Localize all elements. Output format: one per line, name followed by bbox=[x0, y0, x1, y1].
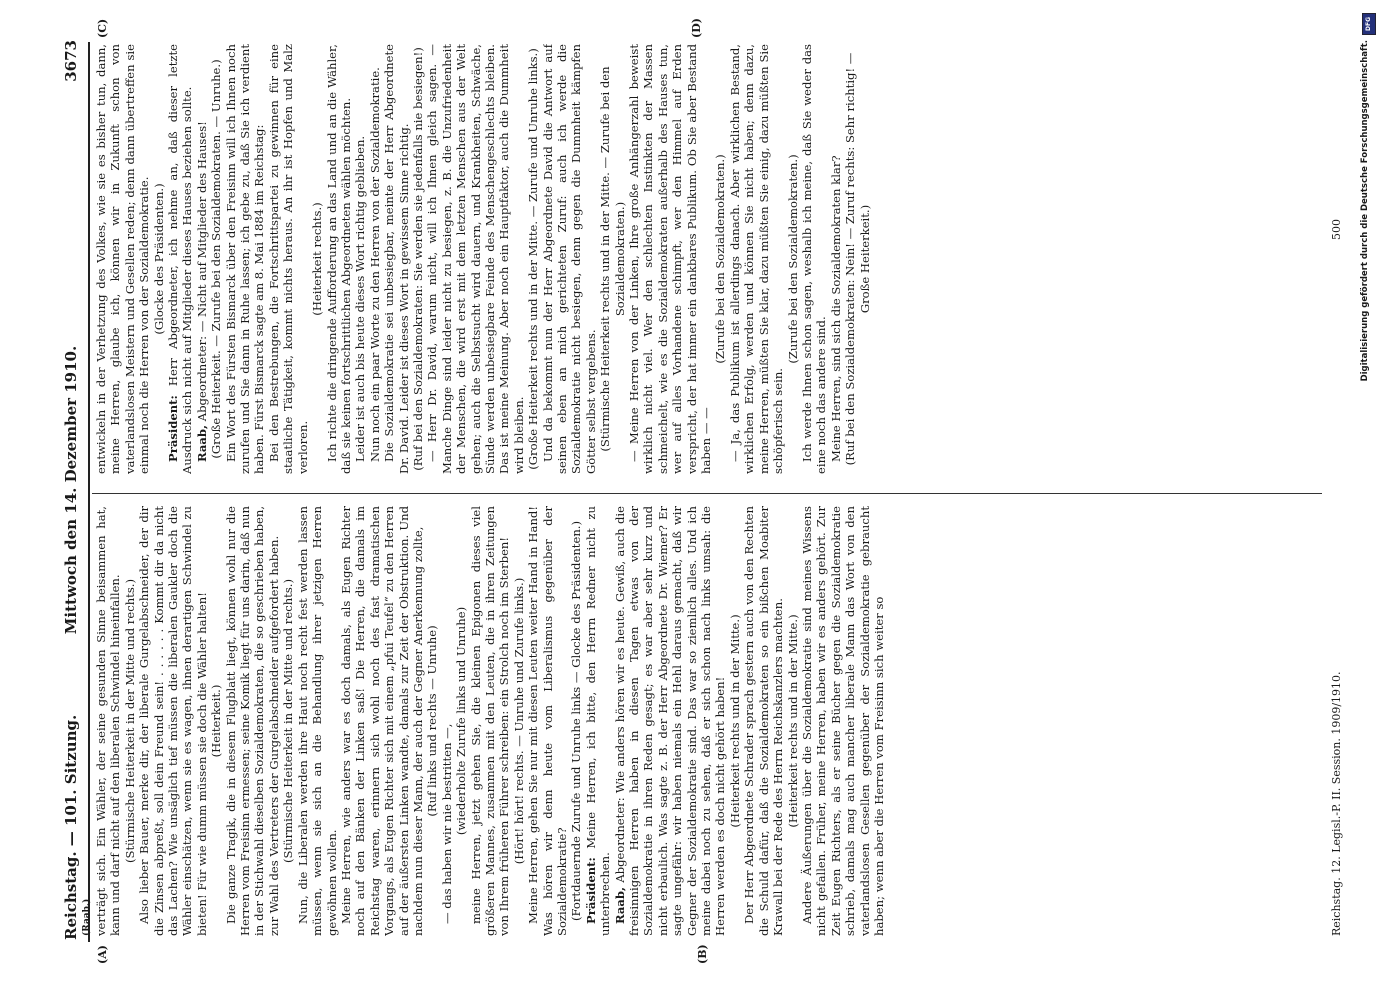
speech-paragraph: Präsident: Herr Abgeordneter, ich nehme an, daß dieser letzte Ausdruck sich nicht auf Mitglieder dieses Hauses beziehen sollte. bbox=[166, 44, 195, 474]
footer-legislature-info: Reichstag. 12. Legisl.-P. II. Session. 1909/1910. bbox=[1330, 671, 1343, 936]
speech-paragraph: — Herr Dr. David, warum nicht, will ich Ihnen gleich sagen. — Manche Dinge sind leider nicht zu besiegen, z. B. die Unzufriedenheit der Menschen, die wird erst mit dem letzten Menschen aus der Welt gehen; auch die Selbstsucht wird dauern, und Krankheiten, Schwäche, Sünde werden unbesiegbare Feinde des Menschengeschlechts bleiben. Das ist meine Meinung. Aber noch ein Hauptfaktor, auch die Dummheit wird bleiben. bbox=[425, 44, 526, 474]
stage-direction: (Zurufe bei den Sozialdemokraten.) bbox=[713, 154, 728, 364]
stage-direction: (Fortdauernde Zurufe und Unruhe links — Glocke des Präsidenten.) bbox=[569, 520, 584, 922]
speech-paragraph: Die Sozialdemokratie sei unbesiegbar, meinte der Herr Abgeordnete Dr. David. Leider ist dieses Wort in gewissem Sinne richtig. bbox=[382, 44, 411, 474]
speech-paragraph: — Meine Herren von der Linken, Ihre große Anhängerzahl beweist wirklich nicht viel. Wer den schlechten Instinkten der Massen schmeichelt, wie es die Sozialdemokraten außerhalb des Hauses tun, wer auf alles Vorhandene schimpft, wer den Himmel auf Erden verspricht, der hat immer ein dankbares Publikum. Ob Sie aber Bestand haben — — bbox=[627, 44, 714, 474]
header-session-title: Reichstag. — 101. Sitzung. bbox=[62, 714, 80, 940]
speech-paragraph: Also lieber Bauer, merke dir, der liberale Gurgelabschneider, der dir die Zinsen abpreßt, soll dein Freund sein! . . . . . . Kommt dir da nicht das Lachen? Wie unsäglich tief müssen die liberalen Gaukler doch die Wähler einschätzen, wenn sie es wagen, ihnen derartigen Schwindel zu bieten! Für wie dumm müssen sie doch die Wähler halten! bbox=[137, 506, 209, 936]
speech-paragraph: entwickeln in der Verhetzung des Volkes, wie sie es bisher tun, dann, meine Herren, glaube ich, können wir in Zukunft schon von vaterlandslosen Meistern und Gesellen reden; denn dann übertreffen sie einmal noch die Herren von der Sozialdemokratie. bbox=[94, 44, 152, 474]
digitization-attribution: Digitalisierung gefördert durch die Deutsche Forschungsgemeinschaft. bbox=[1360, 40, 1370, 382]
speech-paragraph: Bei den Bestrebungen, die Fortschrittspartei zu gewinnen für eine staatliche Tätigkeit, kommt nichts heraus. An ihr ist Hopfen und Malz verloren. bbox=[266, 44, 310, 474]
page-header bbox=[62, 40, 84, 940]
stage-direction: (Heiterkeit rechts.) bbox=[310, 202, 325, 316]
speech-paragraph: Andere Äußerungen über die Sozialdemokratie sind meines Wissens nicht gefallen. Früher, meine Herren, haben wir es anders gehört. Zur Zeit Eugen Richters, als er seine Bücher gegen die Sozialdemokratie schrieb, damals mag auch mancher liberale Mann das Wort von den vaterlandslosen Gesellen gegenüber der Sozialdemokratie gebraucht haben; wenn aber die Herren vom Freisinn sich weiter so bbox=[799, 506, 886, 936]
speech-paragraph: Und da bekommt nun der Herr Abgeordnete David die Antwort auf seinen eben an mich gerichteten Zuruf: auch ich werde die Sozialdemokratie nicht besiegen, denn gegen die Dummheit kämpfen Götter selbst vergebens. bbox=[540, 44, 598, 474]
left-column bbox=[94, 506, 1324, 936]
margin-marker-d: (D) bbox=[690, 18, 703, 38]
stage-direction: (Ruf bei den Sozialdemokraten: Nein! — Zuruf rechts: Sehr richtig! — Große Heiterkeit.) bbox=[843, 52, 872, 466]
speech-paragraph: — das haben wir nie bestritten —, bbox=[439, 723, 454, 924]
speaker-running-label: (Raab.) bbox=[82, 898, 92, 936]
stage-direction: (Glocke des Präsidenten.) bbox=[151, 183, 166, 335]
speech-paragraph: Präsident: Meine Herren, ich bitte, den Herrn Redner nicht zu unterbrechen. bbox=[583, 506, 613, 936]
margin-marker-a: (A) bbox=[96, 945, 109, 964]
speech-paragraph: Meine Herren, wie anders war es doch damals, als Eugen Richter noch auf den Bänken der Linken saß! Die Herren, die damals im Reichstag waren, erinnern sich wohl noch des fast dramatischen Vorgangs, als Eugen Richter sich mit einem „pfui Teufel“ zu den Herren auf der äußersten Linken wandte, damals zur Zeit der Obstruktion. Und nachdem nun dieser Mann, der auch der Gegner Anerkennung zollte, bbox=[338, 506, 425, 936]
speech-paragraph: Ein Wort des Fürsten Bismarck über den Freisinn will ich Ihnen noch zurufen und Sie dann in Ruhe lassen; ich gebe zu, daß Sie ich verdient haben. Fürst Bismarck sagte am 8. Mai 1884 im Reichstag: bbox=[223, 44, 267, 474]
column-divider bbox=[92, 493, 1322, 494]
stage-direction: (Zurufe bei den Sozialdemokraten.) bbox=[785, 154, 800, 364]
stage-direction: (Große Heiterkeit. — Zurufe bei den Sozialdemokraten. — Unruhe.) bbox=[209, 59, 224, 459]
stage-direction: (Ruf bei den Sozialdemokraten: Sie werden sie jedenfalls nie besiegen!) bbox=[410, 47, 425, 471]
speech-paragraph: Raab, Abgeordneter: Wie anders hören wir es heute. Gewiß, auch die freisinnigen Herren haben in diesen Tagen etwas von der Sozialdemokratie in ihren Reden gesagt; es war aber sehr kurz und nicht erbaulich. Was sagte z. B. der Herr Abgeordnete Dr. Wiemer? Er sagte ungefähr: wir haben niemals ein Hehl daraus gemacht, daß wir Gegner der Sozialdemokratie sind. Das war so ziemlich alles. Und ich meine dabei noch zu sehen, daß er sich schon nach links umsah: die Herren werden es doch nicht gehört haben! bbox=[612, 506, 728, 936]
stage-direction: (Ruf links und rechts — Unruhe) bbox=[425, 625, 440, 817]
stage-direction: (Hört! hört! rechts. — Unruhe und Zurufe links.) bbox=[511, 577, 526, 865]
speech-paragraph: verträgt sich. Ein Wähler, der seine gesunden Sinne beisammen hat, kann und darf nicht auf den liberalen Schwindel hineinfallen. bbox=[94, 506, 123, 936]
margin-marker-b: (B) bbox=[696, 944, 709, 964]
speech-paragraph: Nun, die Liberalen werden ihre Haut noch recht fest werden lassen müssen, wenn sie sich an die Behandlung ihrer jetzigen Herren gewöhnen wollen. bbox=[295, 506, 339, 936]
stage-direction: (Stürmische Heiterkeit rechts und in der Mitte. — Zurufe bei den Sozialdemokraten.) bbox=[598, 66, 627, 452]
speech-paragraph: Der Herr Abgeordnete Schrader sprach gestern auch von den Rechten die Schuld dafür, daß die Sozialdemokraten so ein bißchen Moabiter Krawall bei der Rede des Herrn Reichskanzlers machten. bbox=[742, 506, 786, 936]
speech-paragraph: Ich richte die dringende Aufforderung an das Land und an die Wähler, daß sie keinen fortschrittlichen Abgeordneten wählen möchten. bbox=[324, 44, 353, 474]
stage-direction: (Heiterkeit.) bbox=[209, 684, 224, 758]
stage-direction: (Heiterkeit rechts und in der Mitte.) bbox=[727, 614, 742, 828]
header-rule bbox=[88, 42, 90, 942]
speech-paragraph: Leider ist auch bis heute dieses Wort richtig geblieben. bbox=[353, 135, 368, 462]
speech-paragraph: Die ganze Tragik, die in diesem Flugblatt liegt, können wohl nur die Herren vom Freisinn ermessen; seine Komik liegt für uns darin, daß nun in der Stichwahl dieselben Sozialdemokraten, die so geschrieben haben, zur Wahl des Vertreters der Gurgelabschneider aufgefordert haben. bbox=[223, 506, 281, 936]
speech-paragraph: Meine Herren, gehen Sie nur mit diesen Leuten weiter Hand in Hand! Was hören wir denn heute vom Liberalismus gegenüber der Sozialdemokratie? bbox=[526, 506, 569, 936]
margin-marker-c: (C) bbox=[96, 18, 109, 38]
speech-paragraph: Nun noch ein paar Worte zu den Herren von der Sozialdemokratie. bbox=[367, 67, 382, 462]
stage-direction: (Stürmische Heiterkeit in der Mitte und rechts.) bbox=[281, 579, 296, 864]
stage-direction: (Große Heiterkeit rechts und in der Mitte. — Zurufe und Unruhe links.) bbox=[526, 48, 541, 470]
stage-direction: (wiederholte Zurufe links und Unruhe) bbox=[454, 606, 469, 836]
dfg-logo: DFG bbox=[1362, 13, 1376, 35]
right-column bbox=[94, 44, 1324, 474]
header-date: Mittwoch den 14. Dezember 1910. bbox=[62, 345, 80, 635]
speech-paragraph: — Ja, das Publikum ist allerdings danach. Aber wirklichen Bestand, wirklichen Erfolg, werden und können Sie nicht haben; denn dazu, meine Herren, müßten Sie klar, dazu müßten Sie einig, dazu müßten Sie schöpferisch sein. bbox=[727, 44, 786, 474]
stage-direction: (Stürmische Heiterkeit in der Mitte und rechts.) bbox=[122, 579, 137, 864]
header-column-number: 3673 bbox=[62, 40, 80, 82]
speech-paragraph: Meine Herren, sind sich die Sozialdemokraten klar? bbox=[828, 155, 843, 462]
footer-page-number: 500 bbox=[1330, 219, 1343, 240]
speech-paragraph: Ich werde Ihnen schon sagen, weshalb ich meine, daß Sie weder das eine noch das andere sind. bbox=[799, 44, 829, 474]
speech-paragraph: meine Herren, jetzt gehen Sie, die kleinen Epigonen dieses viel größeren Mannes, zusammen mit den Leuten, die in ihren Zeitungen von Ihrem früheren Führer schreiben: ein Strolch noch im Sterben! bbox=[468, 506, 512, 936]
speech-paragraph: Raab, Abgeordneter: — Nicht auf Mitglieder des Hauses! bbox=[194, 121, 209, 462]
stage-direction: (Heiterkeit rechts und in der Mitte.) bbox=[785, 614, 800, 828]
